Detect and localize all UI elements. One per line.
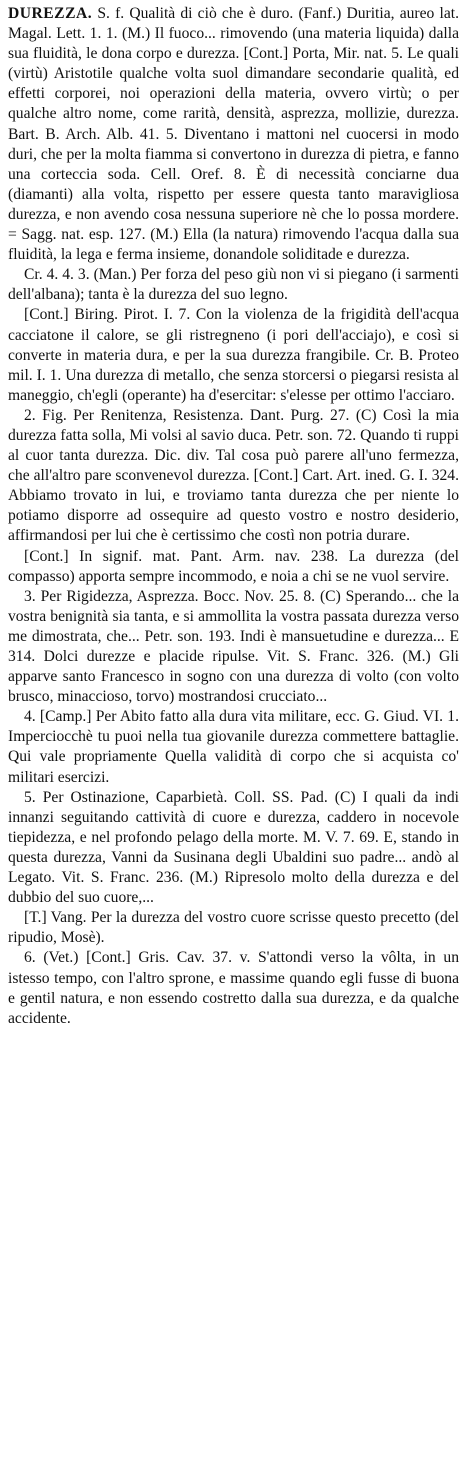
entry-paragraph-7: 4. [Camp.] Per Abito fatto alla dura vita militare, ecc. G. Giud. VI. 1. Imperciocchè tu puoi nella tua giovanile durezza commettere battaglie. Qui vale propriamente Quella validità di corpo che si acquista co' militari esercizi. xyxy=(8,708,459,786)
entry-paragraph-9: [T.] Vang. Per la durezza del vostro cuore scrisse questo precetto (del ripudio, Mosè). xyxy=(8,909,459,947)
entry-paragraph-1 xyxy=(8,4,459,265)
entry-paragraph-3: [Cont.] Biring. Pirot. I. 7. Con la violenza de la frigidità dell'acqua cacciatone il calore, se gli ristregneno (i pori dell'acciajo), e così si converte in materia dura, e per la sua durezza frangibile. Cr. B. Proteo mil. I. 1. Una durezza di metallo, che senza storcersi o piegarsi resista al maneggio, ch'egli (operante) ha d'esercitar: s'elesse per ottimo l'acciaro. xyxy=(8,306,459,404)
entry-paragraph-2: Cr. 4. 4. 3. (Man.) Per forza del peso giù non vi si piegano (i sarmenti dell'albana); tanta è la durezza del suo legno. xyxy=(8,266,459,304)
entry-headword: DUREZZA. xyxy=(8,5,93,22)
entry-paragraph-6: 3. Per Rigidezza, Asprezza. Bocc. Nov. 25. 8. (C) Sperando... che la vostra benignità sia tanta, e si ammollita la vostra passata durezza verso me dimostrata, che... Petr. son. 193. Indi è mansuetudine e durezza... E 314. Dolci durezze e placide ripulse. Vit. S. Franc. 326. (M.) Gli apparve santo Francesco in sogno con una durezza di volto (con volto brusco, minaccioso, torvo) mostrandosi crucciato... xyxy=(8,587,459,706)
entry-text-1: S. f. Qualità di ciò che è duro. (Fanf.) Duritia, aureo lat. Magal. Lett. 1. 1. (M.) Il fuoco... rimovendo (una materia liquida) dalla sua fluidità, le dona corpo e durezza. [Cont.] Porta, Mir. nat. 5. Le quali (virtù) Aristotile qualche volta suol dimandare secondarie qualità, ed effetti corporei, noi operazioni della materia, ovvero virtù; o per qualche altro nome, come rarità, densità, asprezza, mollizie, durezza. Bart. B. Arch. Alb. 41. 5. Diventano i mattoni nel cuocersi in modo duri, che per la molta fiamma si convertono in durezza di pietra, e fanno una corteccia soda. Cell. Oref. 8. È di necessità conciarne dua (diamanti) alla volta, rispetto per essere questa tanto maravigliosa durezza, e non avendo cosa nessuna superiore nè che lo possa mordere. = Sagg. nat. esp. 127. (M.) Ella (la natura) rimovendo l'acqua dalla sua fluidità, la lega e ferma insieme, donandole soliditade e durezza. xyxy=(8,5,459,264)
entry-paragraph-10: 6. (Vet.) [Cont.] Gris. Cav. 37. v. S'attondi verso la vôlta, in un istesso tempo, con l'altro sprone, e massime quando egli fusse di buona e gentil natura, e non essendo costretto dalla sua durezza, e da qualche accidente. xyxy=(8,949,459,1027)
entry-paragraph-8: 5. Per Ostinazione, Caparbietà. Coll. SS. Pad. (C) I quali da indi innanzi seguitando cattività di cuore e durezza, caddero in nocevole tiepidezza, e nel profondo pelago della morte. M. V. 7. 69. E, stando in questa durezza, Vanni da Susinana degli Ubaldini suo padre... andò al Legato. Vit. S. Franc. 236. (M.) Ripresolo molto della durezza e del dubbio del suo cuore,... xyxy=(8,788,459,907)
entry-paragraph-4: 2. Fig. Per Renitenza, Resistenza. Dant. Purg. 27. (C) Così la mia durezza fatta solla, Mi volsi al savio duca. Petr. son. 72. Quando ti ruppi al cuor tanta durezza. Dic. div. Tal cosa può parere all'uno fermezza, che all'altro pare sconvenevol durezza. [Cont.] Cart. Art. ined. G. I. 324. Abbiamo trovato in lui, e troviamo tanta durezza che per niente lo potiamo disporre ad ossequire ad questo vostro e nostro desiderio, affirmandosi per lui che è certissimo che costì non potria durare. xyxy=(8,406,459,545)
entry-paragraph-5: [Cont.] In signif. mat. Pant. Arm. nav. 238. La durezza (del compasso) apporta sempre incommodo, e noia a chi se ne vuol servire. xyxy=(8,547,459,585)
